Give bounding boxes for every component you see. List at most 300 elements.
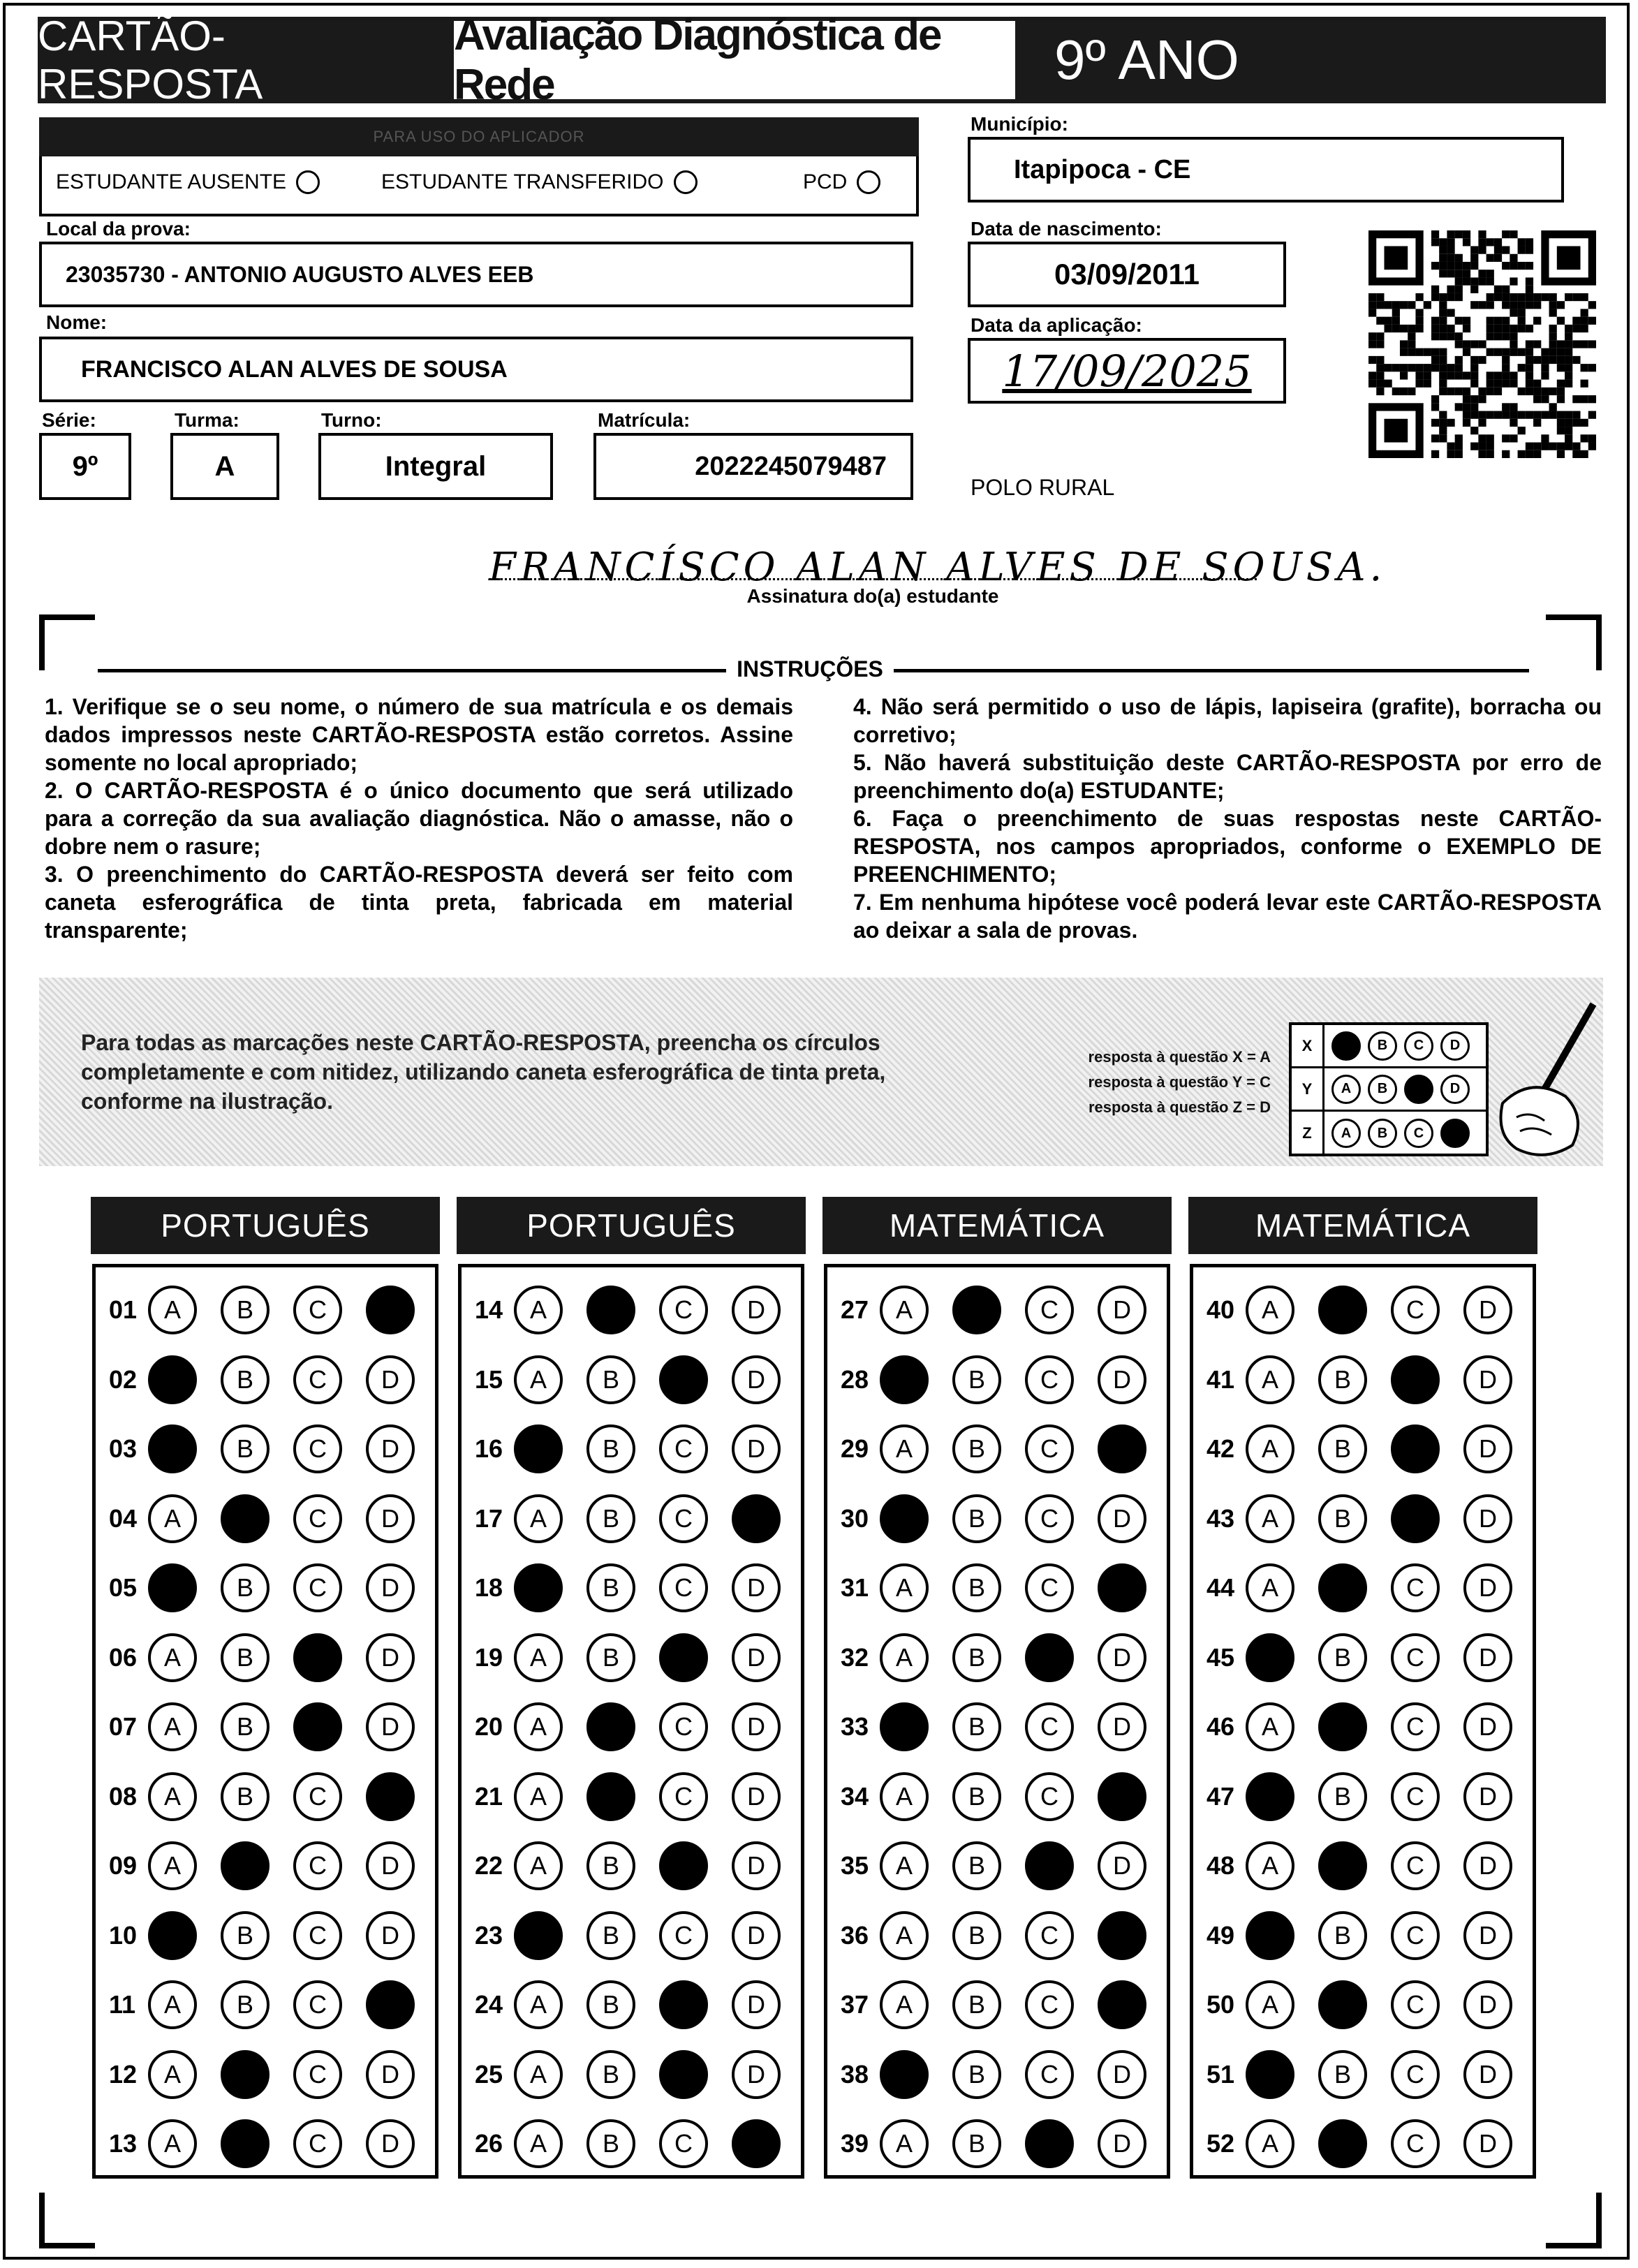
- answer-bubble-c[interactable]: [1391, 1424, 1440, 1473]
- answer-bubble-d[interactable]: [1098, 1494, 1146, 1543]
- answer-bubble-b[interactable]: [221, 2119, 270, 2168]
- question-number: 03: [109, 1434, 138, 1463]
- answer-bubble-c[interactable]: [659, 1702, 708, 1751]
- question-row: [109, 1838, 438, 1894]
- answer-bubble-d[interactable]: [366, 1563, 415, 1612]
- answer-bubble-b[interactable]: [1318, 1702, 1367, 1751]
- answer-bubble-a[interactable]: [1246, 1424, 1294, 1473]
- transferred-option[interactable]: [381, 170, 698, 194]
- bubble-letter: C: [674, 2129, 693, 2158]
- answer-bubble-a[interactable]: [1246, 2050, 1294, 2099]
- answer-bubble-c[interactable]: [1391, 1563, 1440, 1612]
- answer-bubble-a[interactable]: [880, 1980, 929, 2029]
- bubble-letter: B: [236, 1434, 253, 1463]
- bubble-letter: A: [1261, 1990, 1278, 2019]
- answer-bubble-d[interactable]: [1463, 2050, 1512, 2099]
- answer-bubble-d[interactable]: [1098, 1980, 1146, 2029]
- question-row: [109, 1282, 438, 1338]
- bubble-letter: D: [1479, 2129, 1497, 2158]
- answer-bubble-a[interactable]: [880, 1286, 929, 1334]
- question-row: [1207, 1560, 1536, 1616]
- answer-bubble-a[interactable]: [1246, 1702, 1294, 1751]
- answer-bubble-c[interactable]: [293, 1494, 342, 1543]
- answer-bubble-c[interactable]: [293, 1563, 342, 1612]
- answer-bubble-b[interactable]: [1318, 2119, 1367, 2168]
- answer-bubble-c[interactable]: [659, 1772, 708, 1821]
- answer-bubble-b[interactable]: [221, 1841, 270, 1890]
- answer-bubble-c[interactable]: [1025, 1980, 1074, 2029]
- birth-label: Data de nascimento:: [971, 218, 1162, 240]
- answer-bubble-c[interactable]: [659, 2119, 708, 2168]
- answer-bubble-b[interactable]: [221, 1494, 270, 1543]
- question-number: 38: [841, 2059, 869, 2089]
- answer-bubble-c[interactable]: [1025, 1911, 1074, 1960]
- answer-bubble-b[interactable]: [586, 2119, 635, 2168]
- answer-bubble-a[interactable]: [514, 1494, 563, 1543]
- answer-bubble-b[interactable]: [221, 1633, 270, 1682]
- answer-bubble-c[interactable]: [293, 2050, 342, 2099]
- section-title: PORTUGUÊS: [91, 1197, 440, 1254]
- municipio-field: Itapipoca - CE: [968, 137, 1564, 202]
- bubble-letter: C: [309, 1990, 327, 2019]
- answer-bubble-d[interactable]: [366, 1424, 415, 1473]
- question-row: [1207, 1838, 1536, 1894]
- bubble-letter: A: [529, 2129, 547, 2158]
- answer-bubble-c[interactable]: [293, 1980, 342, 2029]
- question-number: 09: [109, 1851, 138, 1880]
- bubble-letter: A: [163, 1712, 181, 1741]
- bubble-letter: D: [1113, 1295, 1131, 1324]
- answer-bubble-d[interactable]: [1098, 1633, 1146, 1682]
- bubble-letter: C: [674, 1573, 693, 1602]
- instructions-left: [45, 693, 793, 944]
- answer-bubble-d[interactable]: [1098, 1355, 1146, 1404]
- answer-bubble-a[interactable]: [880, 1563, 929, 1612]
- bubble-letter: B: [236, 1920, 253, 1950]
- answer-bubble-c[interactable]: [659, 2050, 708, 2099]
- answer-bubble-d[interactable]: [366, 2050, 415, 2099]
- answer-bubble-a[interactable]: [514, 1772, 563, 1821]
- answer-bubble-d[interactable]: [366, 1841, 415, 1890]
- bubble-letter: B: [602, 1851, 619, 1880]
- answer-bubble-c[interactable]: [659, 1424, 708, 1473]
- bubble-letter: D: [1479, 1642, 1497, 1672]
- answer-bubble-a[interactable]: [514, 1702, 563, 1751]
- answer-bubble-b[interactable]: [221, 1980, 270, 2029]
- answer-bubble-a[interactable]: [514, 1286, 563, 1334]
- bubble-letter: D: [1113, 1642, 1131, 1672]
- answer-bubble-d[interactable]: [732, 1633, 781, 1682]
- answer-bubble-d[interactable]: [732, 1841, 781, 1890]
- answer-bubble-c[interactable]: [1025, 1702, 1074, 1751]
- question-number: 50: [1207, 1990, 1235, 2019]
- answer-bubble-c[interactable]: [659, 1911, 708, 1960]
- question-row: [1207, 1421, 1536, 1477]
- answer-bubble-b[interactable]: [1318, 1355, 1367, 1404]
- bubble-letter: D: [381, 1851, 399, 1880]
- answer-bubble-a[interactable]: [148, 1911, 197, 1960]
- answer-bubble-a[interactable]: [148, 1424, 197, 1473]
- answer-bubble-b[interactable]: [1318, 1424, 1367, 1473]
- answer-bubble-b[interactable]: [586, 1841, 635, 1890]
- question-number: 27: [841, 1295, 869, 1324]
- answer-bubble-c[interactable]: [1391, 1633, 1440, 1682]
- answer-bubble-c[interactable]: [1391, 1980, 1440, 2029]
- question-row: [475, 1352, 804, 1408]
- answer-bubble-b[interactable]: [952, 1772, 1001, 1821]
- answer-bubble-b[interactable]: [586, 1980, 635, 2029]
- bubble-letter: B: [1334, 1434, 1351, 1463]
- answer-bubble-d[interactable]: [366, 1494, 415, 1543]
- bubble-letter: C: [309, 1434, 327, 1463]
- answer-bubble-b[interactable]: [1318, 1563, 1367, 1612]
- answer-bubble-a[interactable]: [1246, 1633, 1294, 1682]
- answer-bubble-d[interactable]: [732, 2050, 781, 2099]
- answer-bubble-c[interactable]: [659, 1633, 708, 1682]
- answer-bubble-a[interactable]: [880, 1633, 929, 1682]
- answer-bubble-c[interactable]: [659, 1563, 708, 1612]
- question-row: [841, 1560, 1170, 1616]
- answer-bubble-d[interactable]: [732, 1911, 781, 1960]
- answer-bubble-b[interactable]: [221, 1286, 270, 1334]
- answer-bubble-a[interactable]: [514, 1563, 563, 1612]
- answer-bubble-a[interactable]: [148, 1633, 197, 1682]
- answer-bubble-c[interactable]: [293, 1286, 342, 1334]
- signature-label: Assinatura do(a) estudante: [746, 585, 999, 607]
- answer-bubble-b[interactable]: [952, 1286, 1001, 1334]
- bubble-letter: B: [602, 1503, 619, 1533]
- answer-bubble-b[interactable]: [1318, 1286, 1367, 1334]
- answer-bubble-a[interactable]: [148, 1841, 197, 1890]
- question-row: [475, 2116, 804, 2172]
- answer-bubble-a[interactable]: [514, 2119, 563, 2168]
- answer-bubble-c[interactable]: [659, 1980, 708, 2029]
- answer-bubble-d[interactable]: [1098, 1772, 1146, 1821]
- answer-bubble-b[interactable]: [221, 1911, 270, 1960]
- answer-bubble-b[interactable]: [586, 1633, 635, 1682]
- question-row: [475, 2047, 804, 2103]
- answer-bubble-c[interactable]: [293, 1911, 342, 1960]
- answer-bubble-d[interactable]: [1463, 1424, 1512, 1473]
- answer-bubble-d[interactable]: [366, 1980, 415, 2029]
- absent-radio[interactable]: [296, 170, 320, 194]
- answer-bubble-b[interactable]: [952, 1702, 1001, 1751]
- question-number: 49: [1207, 1920, 1235, 1950]
- answer-bubble-b[interactable]: [952, 1980, 1001, 2029]
- answer-bubble-b[interactable]: [586, 1286, 635, 1334]
- answer-bubble-b[interactable]: [952, 1355, 1001, 1404]
- answer-bubble-b[interactable]: [952, 1911, 1001, 1960]
- example-row: [1292, 1112, 1486, 1155]
- answer-bubble-a[interactable]: [514, 1841, 563, 1890]
- question-number: 51: [1207, 2059, 1235, 2089]
- legend-line: resposta à questão Y = C: [1088, 1073, 1271, 1091]
- answer-bubble-c[interactable]: [1025, 2050, 1074, 2099]
- answer-bubble-a[interactable]: [148, 2050, 197, 2099]
- answer-bubble-d[interactable]: [366, 2119, 415, 2168]
- bubble-letter: A: [895, 1434, 913, 1463]
- answer-bubble-b[interactable]: [221, 2050, 270, 2099]
- bubble-letter: D: [381, 1434, 399, 1463]
- answer-bubble-d[interactable]: [366, 1633, 415, 1682]
- answer-bubble-a[interactable]: [514, 2050, 563, 2099]
- answer-bubble-b[interactable]: [952, 2119, 1001, 2168]
- answer-bubble-d[interactable]: [1098, 2050, 1146, 2099]
- answer-bubble-b[interactable]: [221, 1355, 270, 1404]
- answer-bubble-d[interactable]: [732, 1980, 781, 2029]
- answer-bubble-d[interactable]: [1463, 1494, 1512, 1543]
- answer-bubble-b[interactable]: [952, 1633, 1001, 1682]
- answer-bubble-d[interactable]: [1098, 1702, 1146, 1751]
- answer-bubble-c[interactable]: [1025, 1563, 1074, 1612]
- answer-bubble-a[interactable]: [148, 1772, 197, 1821]
- answer-bubble-d[interactable]: [1463, 1355, 1512, 1404]
- question-number: 07: [109, 1712, 138, 1741]
- card-title: CARTÃO-RESPOSTA: [38, 17, 450, 103]
- answer-bubble-c[interactable]: [293, 1424, 342, 1473]
- answer-bubble-a[interactable]: [1246, 1841, 1294, 1890]
- bubble-letter: C: [1406, 1851, 1424, 1880]
- answer-bubble-d[interactable]: [366, 1772, 415, 1821]
- bubble-letter: A: [1261, 2129, 1278, 2158]
- answer-bubble-a[interactable]: [1246, 1980, 1294, 2029]
- answer-bubble-d[interactable]: [732, 1355, 781, 1404]
- answer-bubble-b[interactable]: [1318, 1772, 1367, 1821]
- answer-bubble-b[interactable]: [586, 1494, 635, 1543]
- transferred-radio[interactable]: [674, 170, 698, 194]
- question-number: 41: [1207, 1364, 1235, 1394]
- answer-bubble-b[interactable]: [1318, 2050, 1367, 2099]
- answer-bubble-b[interactable]: [952, 2050, 1001, 2099]
- bubble-letter: B: [602, 1573, 619, 1602]
- bubble-letter: A: [1261, 1434, 1278, 1463]
- answer-bubble-a[interactable]: [148, 1494, 197, 1543]
- question-number: 47: [1207, 1781, 1235, 1811]
- answer-bubble-c[interactable]: [1025, 1633, 1074, 1682]
- answer-bubble-a[interactable]: [1246, 1494, 1294, 1543]
- answer-bubble-a[interactable]: [148, 1702, 197, 1751]
- answer-bubble-c[interactable]: [1025, 1772, 1074, 1821]
- answer-bubble-c[interactable]: [293, 1633, 342, 1682]
- answer-bubble-c[interactable]: [293, 1841, 342, 1890]
- bubble-letter: A: [529, 1851, 547, 1880]
- question-row: [109, 1769, 438, 1825]
- answer-bubble-c[interactable]: [293, 1355, 342, 1404]
- answer-bubble-c[interactable]: [1025, 2119, 1074, 2168]
- answer-bubble-d[interactable]: [1463, 1702, 1512, 1751]
- answer-bubble-d[interactable]: [1098, 1286, 1146, 1334]
- answer-bubble-d[interactable]: [732, 1286, 781, 1334]
- bubble-letter: A: [163, 1990, 181, 2019]
- bubble-letter: B: [1334, 1642, 1351, 1672]
- answer-bubble-d[interactable]: [366, 1286, 415, 1334]
- question-number: 01: [109, 1295, 138, 1324]
- answer-bubble-c[interactable]: [1025, 1841, 1074, 1890]
- answer-bubble-c[interactable]: [1025, 1424, 1074, 1473]
- answer-bubble-a[interactable]: [1246, 1286, 1294, 1334]
- bubble-letter: A: [895, 2129, 913, 2158]
- answer-bubble-d[interactable]: [1098, 1911, 1146, 1960]
- answer-bubble-d[interactable]: [1098, 1563, 1146, 1612]
- answer-bubble-d[interactable]: [366, 1702, 415, 1751]
- pcd-option[interactable]: [803, 170, 880, 194]
- answer-bubble-b[interactable]: [221, 1702, 270, 1751]
- answer-bubble-d[interactable]: [732, 1772, 781, 1821]
- answer-bubble-c[interactable]: [659, 1494, 708, 1543]
- answer-bubble-b[interactable]: [586, 1911, 635, 1960]
- answer-bubble-a[interactable]: [1246, 1563, 1294, 1612]
- answer-bubble-c[interactable]: [1025, 1355, 1074, 1404]
- instruction-item: 6. Faça o preenchimento de suas respostas neste CARTÃO-RESPOSTA, nos campos apropriados, conforme o EXEMPLO DE PREENCHIMENTO;: [853, 806, 1602, 887]
- answer-bubble-a[interactable]: [514, 1980, 563, 2029]
- answer-bubble-b[interactable]: [952, 1841, 1001, 1890]
- answer-bubble-b[interactable]: [586, 1772, 635, 1821]
- question-number: 26: [475, 2129, 503, 2158]
- answer-bubble-c[interactable]: [1025, 1494, 1074, 1543]
- bubble-letter: D: [1479, 1573, 1497, 1602]
- answer-bubble-c[interactable]: [1391, 1494, 1440, 1543]
- answer-bubble-d[interactable]: [1463, 1841, 1512, 1890]
- question-number: 43: [1207, 1503, 1235, 1533]
- answer-bubble-b[interactable]: [586, 1563, 635, 1612]
- answer-bubble-d[interactable]: [366, 1355, 415, 1404]
- answer-bubble-c[interactable]: [659, 1841, 708, 1890]
- answer-bubble-d[interactable]: [1463, 1980, 1512, 2029]
- absent-option[interactable]: [56, 170, 320, 194]
- answer-bubble-d[interactable]: [366, 1911, 415, 1960]
- answer-bubble-c[interactable]: [1025, 1286, 1074, 1334]
- answer-bubble-b[interactable]: [1318, 1911, 1367, 1960]
- answer-bubble-d[interactable]: [732, 1563, 781, 1612]
- bubble-letter: C: [309, 1295, 327, 1324]
- answer-bubble-a[interactable]: [880, 1702, 929, 1751]
- answer-bubble-c[interactable]: [1391, 1772, 1440, 1821]
- answer-bubble-a[interactable]: [514, 1633, 563, 1682]
- answer-bubble-a[interactable]: [880, 1494, 929, 1543]
- answer-bubble-c[interactable]: [1391, 1286, 1440, 1334]
- question-number: 23: [475, 1920, 503, 1950]
- question-row: [475, 1977, 804, 2033]
- answer-bubble-d[interactable]: [732, 1424, 781, 1473]
- answer-bubble-d[interactable]: [732, 2119, 781, 2168]
- answer-bubble-a[interactable]: [880, 1841, 929, 1890]
- example-bubble: D: [1440, 1119, 1470, 1148]
- answer-bubble-b[interactable]: [952, 1563, 1001, 1612]
- answer-bubble-d[interactable]: [1463, 1633, 1512, 1682]
- bubble-letter: C: [309, 1364, 327, 1394]
- answer-bubble-b[interactable]: [586, 1702, 635, 1751]
- question-number: 04: [109, 1503, 138, 1533]
- answer-bubble-c[interactable]: [1391, 1911, 1440, 1960]
- answer-bubble-b[interactable]: [952, 1424, 1001, 1473]
- answer-bubble-b[interactable]: [221, 1772, 270, 1821]
- answer-bubble-a[interactable]: [880, 1911, 929, 1960]
- answer-bubble-a[interactable]: [148, 1286, 197, 1334]
- example-bubble: C: [1404, 1031, 1433, 1061]
- answer-bubble-d[interactable]: [1098, 1841, 1146, 1890]
- answer-bubble-d[interactable]: [1463, 1563, 1512, 1612]
- answer-bubble-d[interactable]: [1098, 2119, 1146, 2168]
- bubble-letter: D: [1479, 1364, 1497, 1394]
- answer-bubble-d[interactable]: [1463, 1772, 1512, 1821]
- bubble-letter: C: [309, 1503, 327, 1533]
- answer-bubble-b[interactable]: [1318, 1633, 1367, 1682]
- example-bubble: C: [1404, 1119, 1433, 1148]
- answer-bubble-a[interactable]: [148, 1980, 197, 2029]
- answer-bubble-a[interactable]: [1246, 1355, 1294, 1404]
- answer-bubble-a[interactable]: [880, 2050, 929, 2099]
- answer-bubble-a[interactable]: [514, 1911, 563, 1960]
- bubble-letter: C: [1406, 2059, 1424, 2089]
- pcd-radio[interactable]: [857, 170, 880, 194]
- answer-bubble-b[interactable]: [221, 1424, 270, 1473]
- answer-bubble-b[interactable]: [1318, 1494, 1367, 1543]
- question-number: 18: [475, 1573, 503, 1602]
- answer-bubble-c[interactable]: [1391, 2119, 1440, 2168]
- answer-bubble-c[interactable]: [293, 2119, 342, 2168]
- answer-bubble-a[interactable]: [880, 1424, 929, 1473]
- answer-bubble-d[interactable]: [1463, 1911, 1512, 1960]
- answer-bubble-c[interactable]: [1391, 1702, 1440, 1751]
- example-bubble: A: [1331, 1119, 1361, 1148]
- answer-bubble-a[interactable]: [880, 2119, 929, 2168]
- answer-bubble-a[interactable]: [1246, 1772, 1294, 1821]
- instruction-item: 5. Não haverá substituição deste CARTÃO-RESPOSTA por erro de preenchimento do(a) ESTUDANTE;: [853, 750, 1602, 803]
- answer-bubble-b[interactable]: [586, 2050, 635, 2099]
- answer-bubble-a[interactable]: [148, 1355, 197, 1404]
- answer-bubble-d[interactable]: [732, 1494, 781, 1543]
- answer-bubble-d[interactable]: [732, 1702, 781, 1751]
- bubble-letter: C: [1040, 1990, 1058, 2019]
- answer-bubble-b[interactable]: [586, 1424, 635, 1473]
- answer-bubble-b[interactable]: [221, 1563, 270, 1612]
- bubble-letter: A: [163, 2059, 181, 2089]
- answer-bubble-b[interactable]: [586, 1355, 635, 1404]
- answer-bubble-a[interactable]: [514, 1355, 563, 1404]
- answer-bubble-a[interactable]: [880, 1355, 929, 1404]
- answer-bubble-c[interactable]: [659, 1355, 708, 1404]
- bubble-letter: B: [968, 1712, 985, 1741]
- answer-bubble-c[interactable]: [1391, 2050, 1440, 2099]
- answer-bubble-a[interactable]: [1246, 2119, 1294, 2168]
- instruction-item: 2. O CARTÃO-RESPOSTA é o único documento que será utilizado para a correção da sua avaliação diagnóstica. Não o amasse, não o dobre nem o rasure;: [45, 778, 793, 859]
- answer-bubble-d[interactable]: [1463, 2119, 1512, 2168]
- answer-bubble-c[interactable]: [293, 1702, 342, 1751]
- answer-bubble-c[interactable]: [293, 1772, 342, 1821]
- answer-bubble-b[interactable]: [1318, 1841, 1367, 1890]
- answer-bubble-b[interactable]: [952, 1494, 1001, 1543]
- answer-bubble-a[interactable]: [1246, 1911, 1294, 1960]
- answer-bubble-a[interactable]: [148, 1563, 197, 1612]
- answer-bubble-c[interactable]: [659, 1286, 708, 1334]
- answer-bubble-d[interactable]: [1463, 1286, 1512, 1334]
- answer-bubble-a[interactable]: [514, 1424, 563, 1473]
- local-label: Local da prova:: [46, 218, 191, 240]
- question-number: 24: [475, 1990, 503, 2019]
- example-bubble: B: [1368, 1031, 1397, 1061]
- serie-field: 9º: [39, 433, 131, 500]
- answer-bubble-a[interactable]: [148, 2119, 197, 2168]
- answer-bubble-d[interactable]: [1098, 1424, 1146, 1473]
- answer-bubble-b[interactable]: [1318, 1980, 1367, 2029]
- answer-bubble-a[interactable]: [880, 1772, 929, 1821]
- answer-bubble-c[interactable]: [1391, 1355, 1440, 1404]
- answer-bubble-c[interactable]: [1391, 1841, 1440, 1890]
- bubble-letter: A: [529, 1642, 547, 1672]
- question-row: [841, 1699, 1170, 1755]
- bubble-letter: A: [1261, 1712, 1278, 1741]
- bubble-letter: D: [1479, 1434, 1497, 1463]
